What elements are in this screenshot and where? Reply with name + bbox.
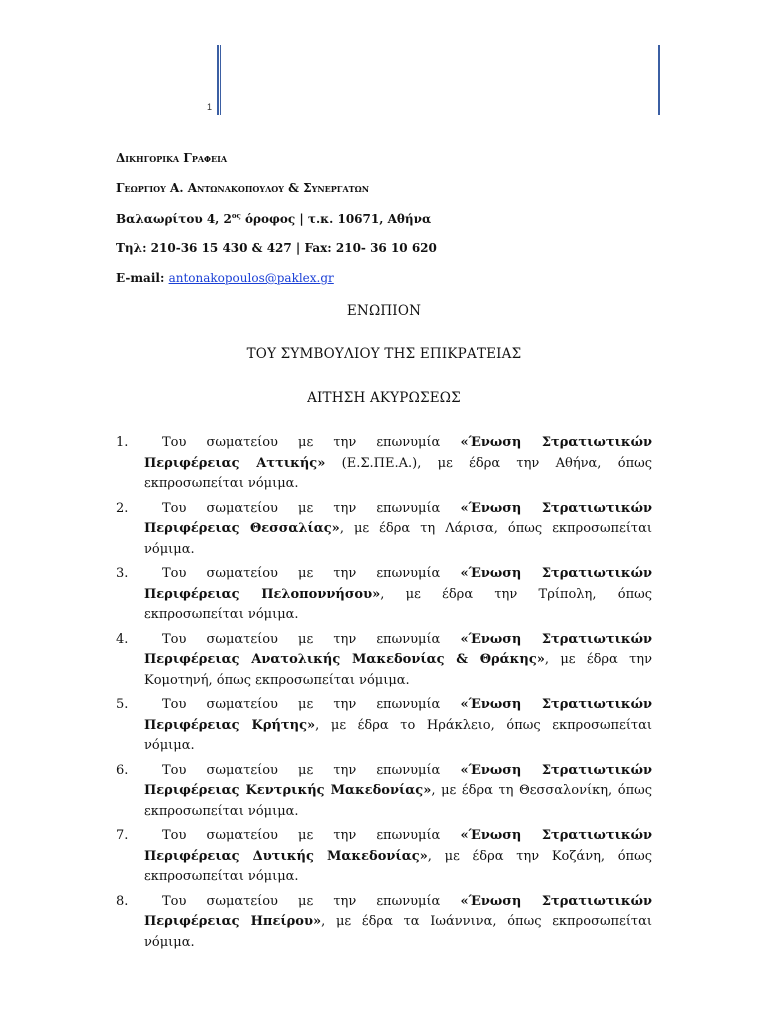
petitioners-list [116,433,652,957]
list-item-number: 2. [116,500,129,516]
list-item-text-pre: Του σωματείου με την επωνυμία [162,435,461,450]
title-court: ΤΟΥ ΣΥΜΒΟΥΛΙΟΥ ΤΗΣ ΕΠΙΚΡΑΤΕΙΑΣ [246,346,522,362]
firm-name: Δικηγορικα Γραφεια [116,151,228,165]
list-item-text-post: , με έδρα το Ηράκλειο, όπως εκπροσωπείται νόμιμα. [144,717,652,753]
list-item-text-post: , με έδρα τα Ιωάννινα, όπως εκπροσωπείται νόμιμα. [144,914,652,950]
firm-phone-fax: Τηλ: 210-36 15 430 & 427 | Fax: 210- 36 10 620 [116,241,437,255]
list-item-text [144,499,652,561]
title-petition: ΑΙΤΗΣΗ ΑΚΥΡΩΣΕΩΣ [307,390,461,406]
list-item-text-pre: Του σωματείου με την επωνυμία [162,697,461,712]
address-superscript: ος [231,211,241,220]
list-item-text-pre: Του σωματείου με την επωνυμία [162,566,461,581]
firm-email [116,271,334,285]
list-item-text-post: , με έδρα την Κομοτηνή, όπως εκπροσωπείται νόμιμα. [144,652,652,688]
list-item-number: 8. [116,893,129,909]
list-item-text [144,433,652,495]
list-item-union-name: «Ένωση Στρατιωτικών Περιφέρειας Ηπείρου» [144,893,652,929]
list-item-union-name: «Ένωση Στρατιωτικών Περιφέρειας Αττικής» [144,435,652,471]
firm-partners: Γεωργιου Α. Αντωνακοπουλου & Συνεργατων [116,181,370,195]
list-item-text-pre: Του σωματείου με την επωνυμία [162,893,461,909]
header-left-rule [217,45,219,115]
header-left-rule-inner [220,45,221,115]
list-item-union-name: «Ένωση Στρατιωτικών Περιφέρειας Δυτικής Μακεδονίας» [144,828,652,864]
list-item-union-name: «Ένωση Στρατιωτικών Περιφέρειας Πελοποννήσου» [144,566,652,602]
list-item-text [144,630,652,692]
email-link[interactable]: antonakopoulos@paklex.gr [168,271,334,285]
list-item [116,433,652,495]
email-label: E-mail: [116,271,165,285]
title-before: ΕΝΩΠΙΟΝ [346,303,422,319]
list-item-number: 4. [116,631,129,647]
list-item-text [144,761,652,823]
list-item-text-post: , με έδρα την Τρίπολη, όπως εκπροσωπείται νόμιμα. [144,586,652,622]
list-item-text-pre: Του σωματείου με την επωνυμία [162,762,461,778]
list-item-number: 6. [116,762,129,778]
list-item [116,826,652,888]
list-item [116,630,652,692]
list-item-text-post: , με έδρα τη Θεσσαλονίκη, όπως εκπροσωπείται νόμιμα. [144,783,652,819]
list-item-text-post: , με έδρα τη Λάρισα, όπως εκπροσωπείται νόμιμα. [144,521,652,557]
list-item-text-pre: Του σωματείου με την επωνυμία [162,631,461,647]
list-item-text-pre: Του σωματείου με την επωνυμία [162,500,461,516]
list-item-text-post: (Ε.Σ.ΠΕ.Α.), με έδρα την Αθήνα, όπως εκπροσωπείται νόμιμα. [144,455,652,491]
list-item [116,695,652,757]
list-item-number: 7. [116,828,129,843]
list-item-union-name: «Ένωση Στρατιωτικών Περιφέρειας Κρήτης» [144,697,652,733]
list-item-text [144,695,652,757]
list-item-text [144,892,652,954]
list-item-number: 5. [116,697,129,712]
list-item [116,761,652,823]
list-item-number: 3. [116,566,129,581]
list-item-union-name: «Ένωση Στρατιωτικών Περιφέρειας Θεσσαλίας» [144,500,652,536]
page-number: 1 [207,102,213,112]
list-item [116,564,652,626]
list-item-text-pre: Του σωματείου με την επωνυμία [162,828,461,843]
list-item [116,892,652,954]
list-item-number: 1. [116,435,129,450]
list-item [116,499,652,561]
list-item-text [144,826,652,888]
address-text-pre: Βαλαωρίτου 4, 2 [116,212,232,226]
list-item-text-post: , με έδρα την Κοζάνη, όπως εκπροσωπείται νόμιμα. [144,848,652,884]
list-item-text [144,564,652,626]
list-item-union-name: «Ένωση Στρατιωτικών Περιφέρειας Κεντρικής Μακεδονίας» [144,762,652,798]
firm-address [116,211,431,226]
header-right-rule [658,45,660,115]
address-text-post: όροφος | τ.κ. 10671, Αθήνα [240,212,432,226]
list-item-union-name: «Ένωση Στρατιωτικών Περιφέρειας Ανατολικής Μακεδονίας & Θράκης» [144,631,652,667]
